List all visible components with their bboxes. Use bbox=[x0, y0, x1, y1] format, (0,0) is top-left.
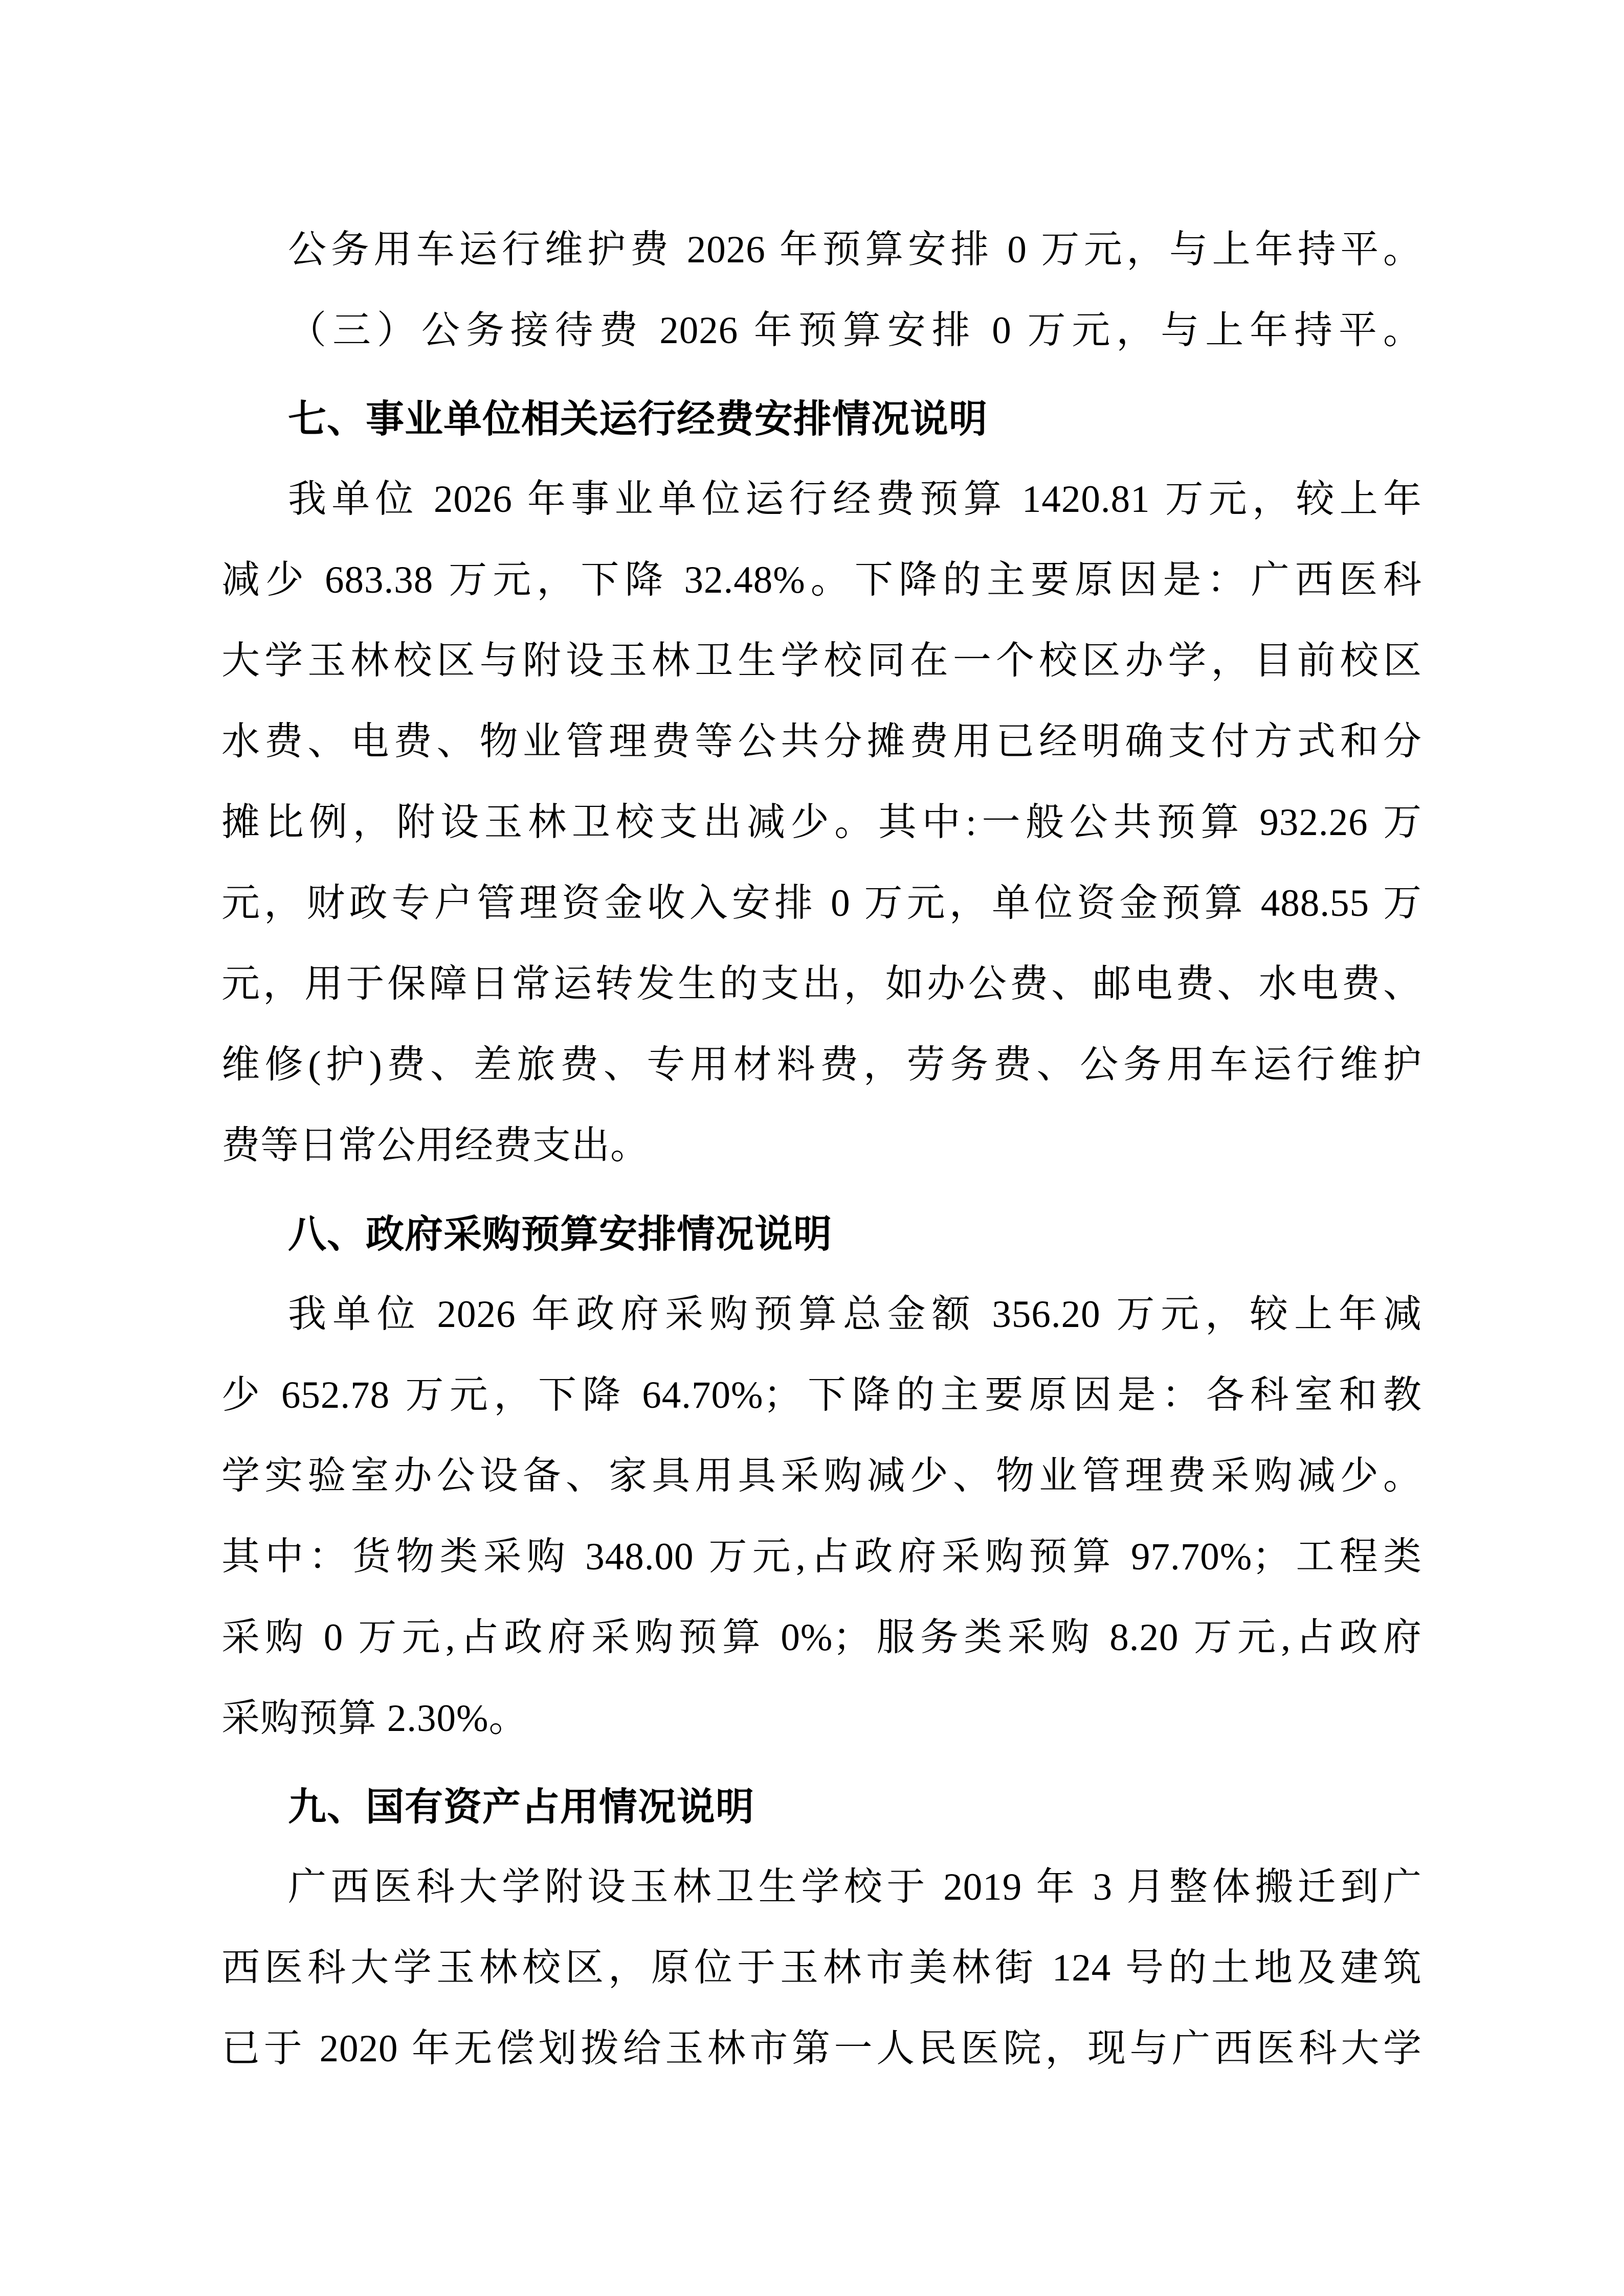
paragraph-line: 学实验室办公设备、家具用具采购减少、物业管理费采购减少。 bbox=[221, 1455, 1422, 1497]
paragraph-line: 费等日常公用经费支出。 bbox=[221, 1124, 650, 1167]
paragraph-line: 其中：货物类采购 348.00 万元,占政府采购预算 97.70%；工程类 bbox=[221, 1536, 1422, 1578]
paragraph-line: 我单位 2026 年事业单位运行经费预算 1420.81 万元，较上年 bbox=[288, 478, 1422, 521]
paragraph-line: 少 652.78 万元，下降 64.70%；下降的主要原因是：各科室和教 bbox=[221, 1374, 1422, 1416]
section-heading-7: 七、事业单位相关运行经费安排情况说明 bbox=[288, 397, 988, 440]
paragraph-line: 广西医科大学附设玉林卫生学校于 2019 年 3 月整体搬迁到广 bbox=[288, 1866, 1422, 1908]
paragraph-line: 摊比例，附设玉林卫校支出减少。其中:一般公共预算 932.26 万 bbox=[221, 801, 1422, 844]
paragraph-line: 水费、电费、物业管理费等公共分摊费用已经明确支付方式和分 bbox=[221, 721, 1422, 763]
paragraph-line: 我单位 2026 年政府采购预算总金额 356.20 万元，较上年减 bbox=[288, 1293, 1422, 1336]
paragraph-line: 维修(护)费、差旅费、专用材料费，劳务费、公务用车运行维护 bbox=[221, 1044, 1422, 1086]
section-heading-8: 八、政府采购预算安排情况说明 bbox=[288, 1212, 833, 1255]
paragraph-line: 采购预算 2.30%。 bbox=[221, 1697, 528, 1740]
paragraph-line: 大学玉林校区与附设玉林卫生学校同在一个校区办学，目前校区 bbox=[221, 640, 1422, 682]
paragraph-line: 西医科大学玉林校区，原位于玉林市美林街 124 号的土地及建筑 bbox=[221, 1947, 1422, 1989]
section-heading-9: 九、国有资产占用情况说明 bbox=[288, 1785, 755, 1828]
paragraph-line: 采购 0 万元,占政府采购预算 0%；服务类采购 8.20 万元,占政府 bbox=[221, 1616, 1422, 1659]
paragraph-line: 已于 2020 年无偿划拨给玉林市第一人民医院，现与广西医科大学 bbox=[221, 2028, 1422, 2070]
paragraph-line: 元，财政专户管理资金收入安排 0 万元，单位资金预算 488.55 万 bbox=[221, 882, 1422, 925]
paragraph-line: （三）公务接待费 2026 年预算安排 0 万元，与上年持平。 bbox=[288, 309, 1422, 352]
paragraph-line: 元，用于保障日常运转发生的支出，如办公费、邮电费、水电费、 bbox=[221, 963, 1422, 1005]
paragraph-line: 减少 683.38 万元，下降 32.48%。下降的主要原因是：广西医科 bbox=[221, 559, 1422, 601]
paragraph-line: 公务用车运行维护费 2026 年预算安排 0 万元，与上年持平。 bbox=[288, 229, 1422, 271]
